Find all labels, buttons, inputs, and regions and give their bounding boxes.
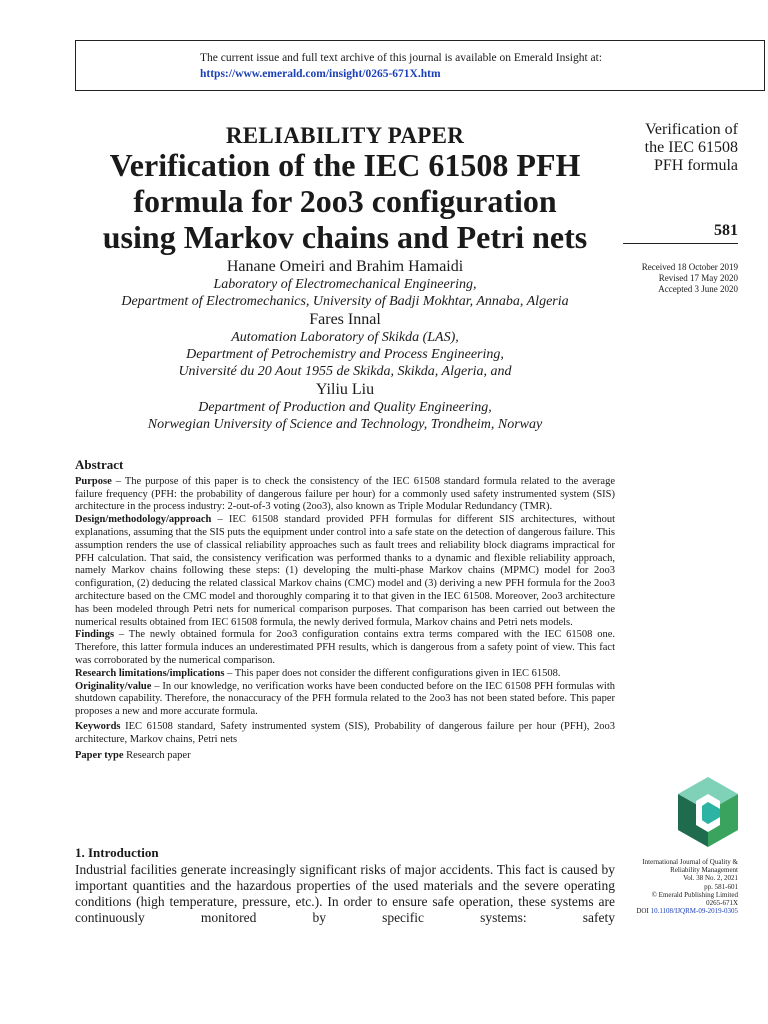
author-name: Yiliu Liu — [315, 381, 375, 398]
affiliation-line: Université du 20 Aout 1955 de Skikda, Skikda, Algeria, and — [178, 364, 512, 379]
abstract-design — [75, 514, 615, 629]
abstract-text: – IEC 61508 standard provided PFH formulas for different SIS architectures, without explanations, assuming that the SIS puts the equipment under control into a safe state on the detection of dangerous failure. This assumption renders the use of classical reliability approaches such as fault trees and reliability block diagrams impractical for PFH calculation. That said, the consistency verification was performed thanks to a dynamic and flexible reliability approach, namely Markov chains following these steps: (1) developing the multi-phase Markov chains (MPMC) model for 2oo3 configuration, (2) deducing the related classical Markov chains (CMC) model and (3) deriving a new PFH formula for the 2oo3 architecture based on the CMC model and thoroughly comparing it to that given in the IEC 61508. Moreover, 2oo3 architecture has been modeled through Petri nets for numerical comparison purposes. That comparison has been carried out between the numerical results obtained from IEC 61508 formula, the newly derived formula, Markov chains and Petri nets models. — [75, 514, 615, 628]
paper-type-text: Research paper — [123, 749, 191, 761]
journal-volume: Vol. 38 No. 2, 2021 — [683, 874, 738, 883]
title-line: Verification of the IEC 61508 PFH — [109, 147, 581, 183]
publisher-copyright: © Emerald Publishing Limited — [651, 890, 738, 899]
paper-type — [75, 750, 615, 763]
abstract-heading: Abstract — [75, 457, 124, 472]
page-number: 581 — [714, 222, 738, 239]
abstract-text: – The purpose of this paper is to check the consistency of the IEC 61508 standard formula related to the average failure frequency (PFH: the probability of dangerous failure per hour) for a commonly used safety instrumented system (SIS) architecture in the process industry: 2-out-of-3 voting (2oo3), also known as Triple Modular Redundancy (TMR). — [75, 475, 615, 513]
author-block — [75, 257, 615, 433]
affiliation-line: Department of Petrochemistry and Process Engineering, — [186, 347, 504, 362]
paper-title — [70, 147, 620, 255]
abstract — [75, 459, 615, 762]
doi-line — [636, 907, 738, 915]
author-name: Fares Innal — [309, 311, 381, 328]
abstract-purpose — [75, 476, 615, 514]
abstract-originality — [75, 681, 615, 719]
journal-info — [636, 858, 738, 915]
submission-dates — [642, 262, 738, 295]
journal-archive-link[interactable]: https://www.emerald.com/insight/0265-671X.htm — [200, 68, 441, 80]
revised-date: Revised 17 May 2020 — [658, 273, 738, 283]
affiliation-line: Department of Production and Quality Engineering, — [198, 400, 492, 415]
author-name: Hanane Omeiri and Brahim Hamaidi — [226, 258, 464, 275]
keywords — [75, 721, 615, 747]
paper-type-label: Paper type — [75, 749, 124, 761]
affiliation-line: Automation Laboratory of Skikda (LAS), — [231, 330, 459, 345]
introduction-text: Industrial facilities generate increasingly significant risks of major accidents. This fact is caused by important quantities and the hazardous properties of the used materials and the severe operating conditions (high temperature, pressure, etc.). In order to ensure safe operation, these systems are continuously monitored by specific systems: safety — [75, 862, 615, 925]
keywords-label: Keywords — [75, 720, 121, 732]
journal-pages: pp. 581-601 — [704, 882, 738, 891]
journal-name-line: International Journal of Quality & — [642, 858, 738, 866]
abstract-text: – The newly obtained formula for 2oo3 configuration contains extra terms compared with the IEC 61508 one. Therefore, this latter formula induces an underestimated PFH results, which is dangerous from a safety point of view. This fact was corroborated by the numerical comparison. — [75, 629, 615, 666]
abstract-label: Purpose — [75, 475, 112, 487]
running-title — [645, 121, 738, 175]
doi-label: DOI — [636, 907, 651, 916]
section-tag: RELIABILITY PAPER — [225, 123, 465, 148]
emerald-publishing-logo-icon — [676, 775, 740, 849]
journal-name-line: Reliability Management — [670, 866, 738, 875]
received-date: Received 18 October 2019 — [641, 262, 738, 272]
introduction-heading: 1. Introduction — [75, 845, 159, 860]
keywords-text: IEC 61508 standard, Safety instrumented system (SIS), Probability of dangerous failure per hour (PFH), 2oo3 architecture, Markov chains, Petri nets — [75, 720, 615, 745]
abstract-findings — [75, 629, 615, 667]
journal-issn: 0265-671X — [706, 899, 738, 908]
abstract-label: Findings — [75, 629, 115, 641]
abstract-text: – In our knowledge, no verification works have been conducted before on the IEC 61508 PFH formulas with shutdown capability. Therefore, the nonaccuracy of the PFH formula related to the 2oo3 has not been stated before. This paper proposes a new and more accurate formula. — [75, 680, 615, 718]
accepted-date: Accepted 3 June 2020 — [658, 284, 738, 294]
archive-notice-text: The current issue and full text archive of this journal is available on Emerald Insight at: — [200, 52, 603, 64]
archive-notice-box — [75, 40, 765, 91]
title-line: formula for 2oo3 configuration — [133, 183, 557, 219]
title-divider — [623, 243, 738, 244]
running-title-line: Verification of — [645, 121, 738, 138]
abstract-label: Research limitations/implications — [75, 667, 225, 679]
abstract-label: Originality/value — [75, 680, 152, 692]
abstract-label: Design/methodology/approach — [75, 514, 212, 526]
doi-link[interactable]: 10.1108/IJQRM-09-2019-0305 — [650, 907, 738, 916]
title-line: using Markov chains and Petri nets — [102, 219, 588, 255]
running-title-line: PFH formula — [654, 157, 738, 174]
abstract-text: – This paper does not consider the different configurations given in IEC 61508. — [224, 667, 561, 679]
running-title-line: the IEC 61508 — [644, 139, 738, 156]
affiliation-line: Laboratory of Electromechanical Engineering, — [213, 277, 477, 292]
abstract-limitations — [75, 668, 615, 681]
affiliation-line: Department of Electromechanics, University of Badji Mokhtar, Annaba, Algeria — [121, 294, 569, 309]
affiliation-line: Norwegian University of Science and Technology, Trondheim, Norway — [147, 417, 543, 432]
